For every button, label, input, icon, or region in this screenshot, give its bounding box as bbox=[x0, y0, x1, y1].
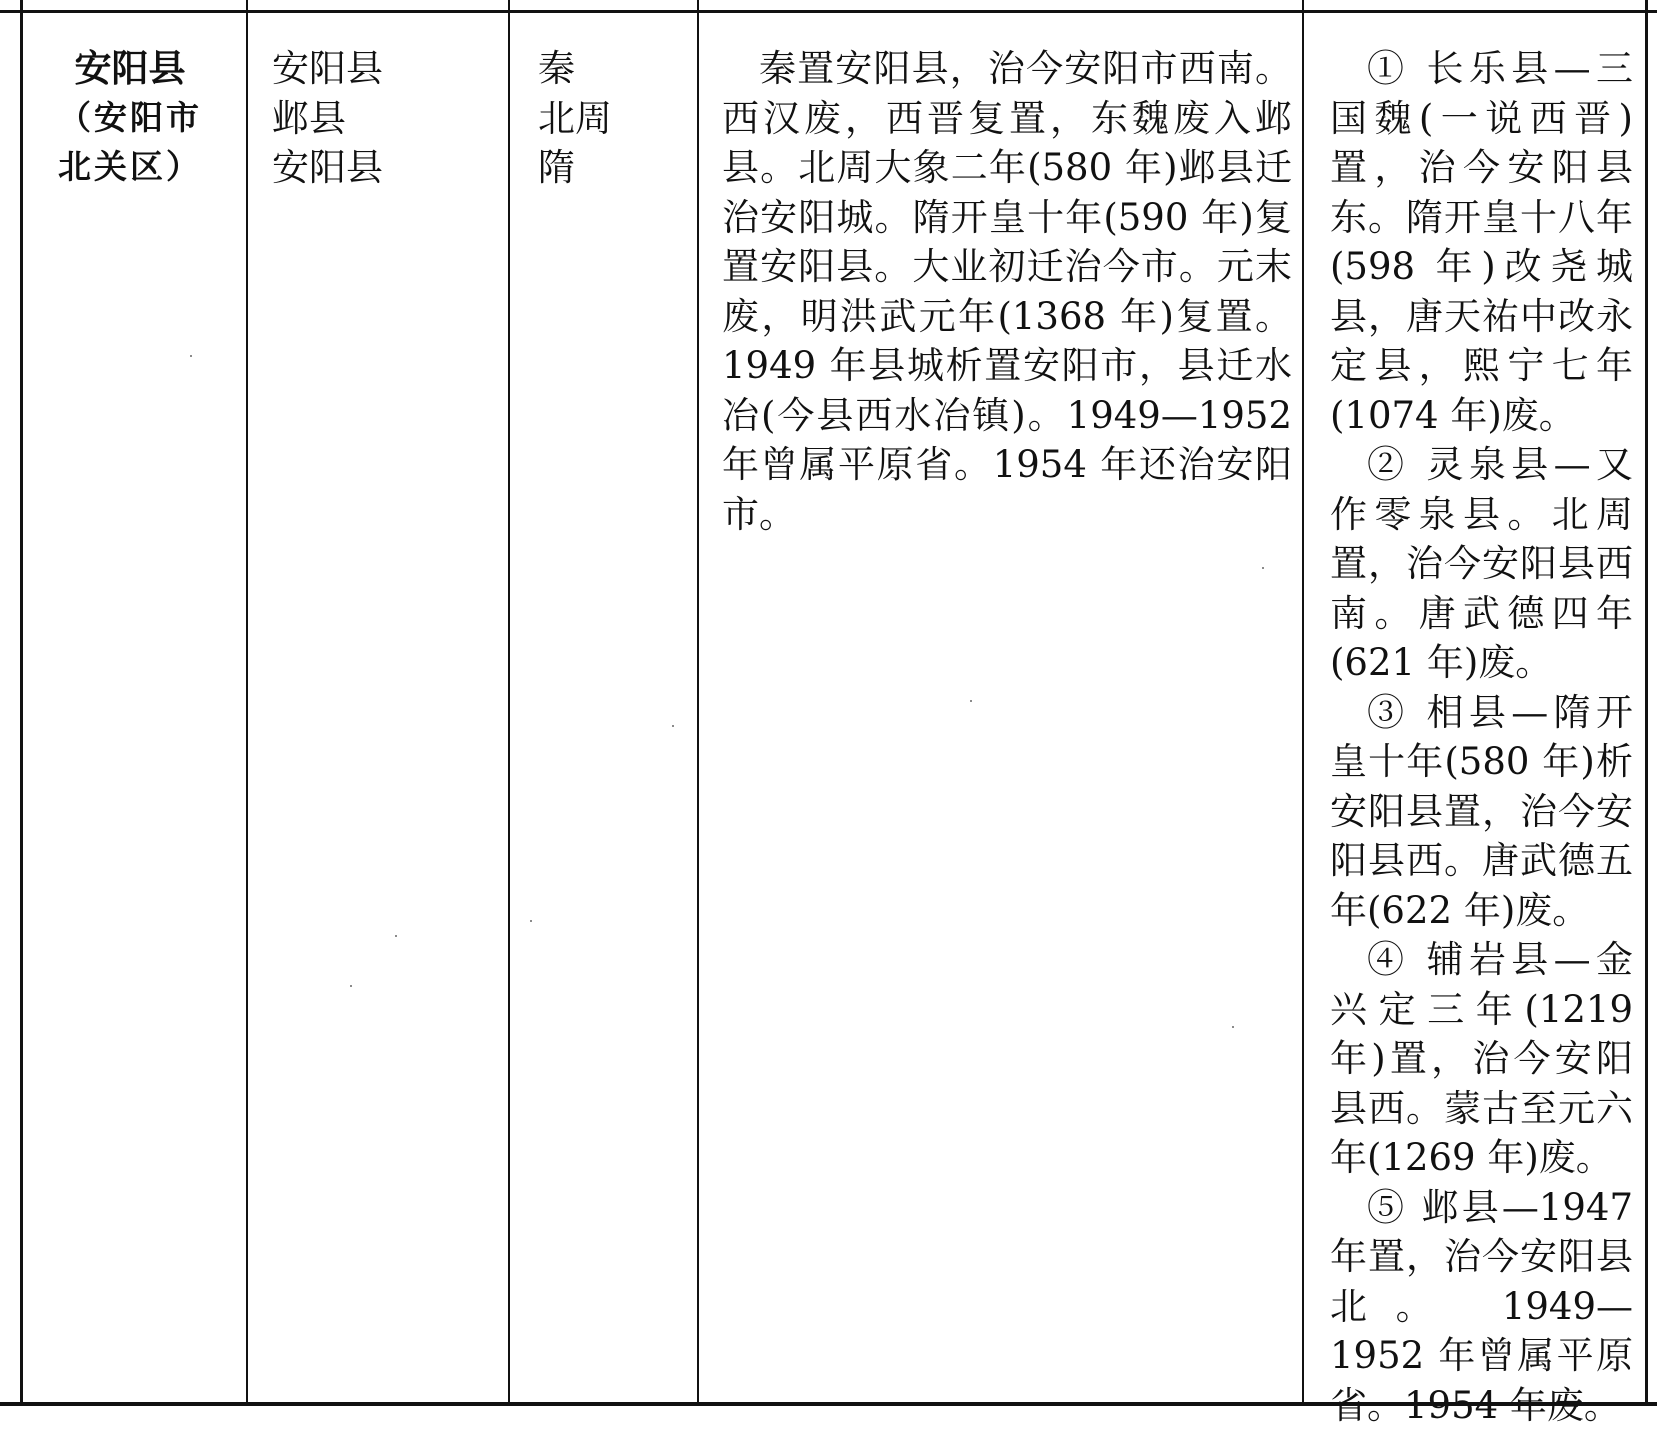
historical-name: 安阳县 bbox=[272, 44, 502, 94]
county-note-line-2: 北关区） bbox=[30, 142, 230, 191]
current-county-cell bbox=[30, 44, 230, 191]
historical-names-cell bbox=[272, 44, 502, 193]
notes-cell bbox=[1330, 44, 1633, 1430]
note-item: ① 长乐县—三国魏(一说西晋)置，治今安阳县东。隋开皇十八年(598 年)改尧城县，唐天祐中改永定县，熙宁七年(1074 年)废。 bbox=[1330, 44, 1633, 440]
dynasty: 北周 bbox=[538, 94, 698, 144]
table-top-border bbox=[0, 10, 1657, 13]
scan-speck bbox=[1262, 567, 1264, 569]
historical-name: 邺县 bbox=[272, 94, 502, 144]
note-item: ⑤ 邺县—1947 年置，治今安阳县北。 1949—1952 年曾属平原省。1954 年废。 bbox=[1330, 1183, 1633, 1430]
table-left-border bbox=[20, 0, 23, 1406]
scan-speck bbox=[1232, 1026, 1234, 1028]
county-name: 安阳县 bbox=[30, 44, 230, 93]
column-divider-3 bbox=[697, 0, 699, 1406]
column-divider-1 bbox=[246, 0, 248, 1406]
dynasty: 隋 bbox=[538, 143, 698, 193]
scan-speck bbox=[350, 985, 352, 987]
note-item: ④ 辅岩县—金兴定三年(1219 年)置，治今安阳县西。蒙古至元六年(1269 年)废。 bbox=[1330, 935, 1633, 1183]
column-divider-4 bbox=[1302, 0, 1304, 1406]
scan-speck bbox=[672, 725, 674, 727]
dynasties-cell bbox=[538, 44, 698, 193]
table-right-border bbox=[1645, 0, 1648, 1406]
note-item: ③ 相县—隋开皇十年(580 年)析安阳县置，治今安阳县西。唐武德五年(622 年)废。 bbox=[1330, 688, 1633, 936]
dynasty: 秦 bbox=[538, 44, 698, 94]
historical-name: 安阳县 bbox=[272, 143, 502, 193]
column-divider-2 bbox=[508, 0, 510, 1406]
history-description-cell bbox=[722, 44, 1292, 539]
history-description: 秦置安阳县，治今安阳市西南。西汉废，西晋复置，东魏废入邺县。北周大象二年(580 年)邺县迁治安阳城。隋开皇十年(590 年)复置安阳县。大业初迁治今市。元末废，明洪武元年(1368 年)复置。1949 年县城析置安阳市，县迁水冶(今县西水冶镇)。1949—1952 年曾属平原省。1954 年还治安阳市。 bbox=[722, 44, 1292, 539]
scan-speck bbox=[395, 935, 397, 937]
county-note-line-1: （安阳市 bbox=[30, 93, 230, 142]
scan-speck bbox=[530, 920, 532, 922]
scan-speck bbox=[190, 355, 192, 357]
scan-speck bbox=[970, 700, 972, 702]
note-item: ② 灵泉县—又作零泉县。北周置，治今安阳县西南。唐武德四年(621 年)废。 bbox=[1330, 440, 1633, 688]
